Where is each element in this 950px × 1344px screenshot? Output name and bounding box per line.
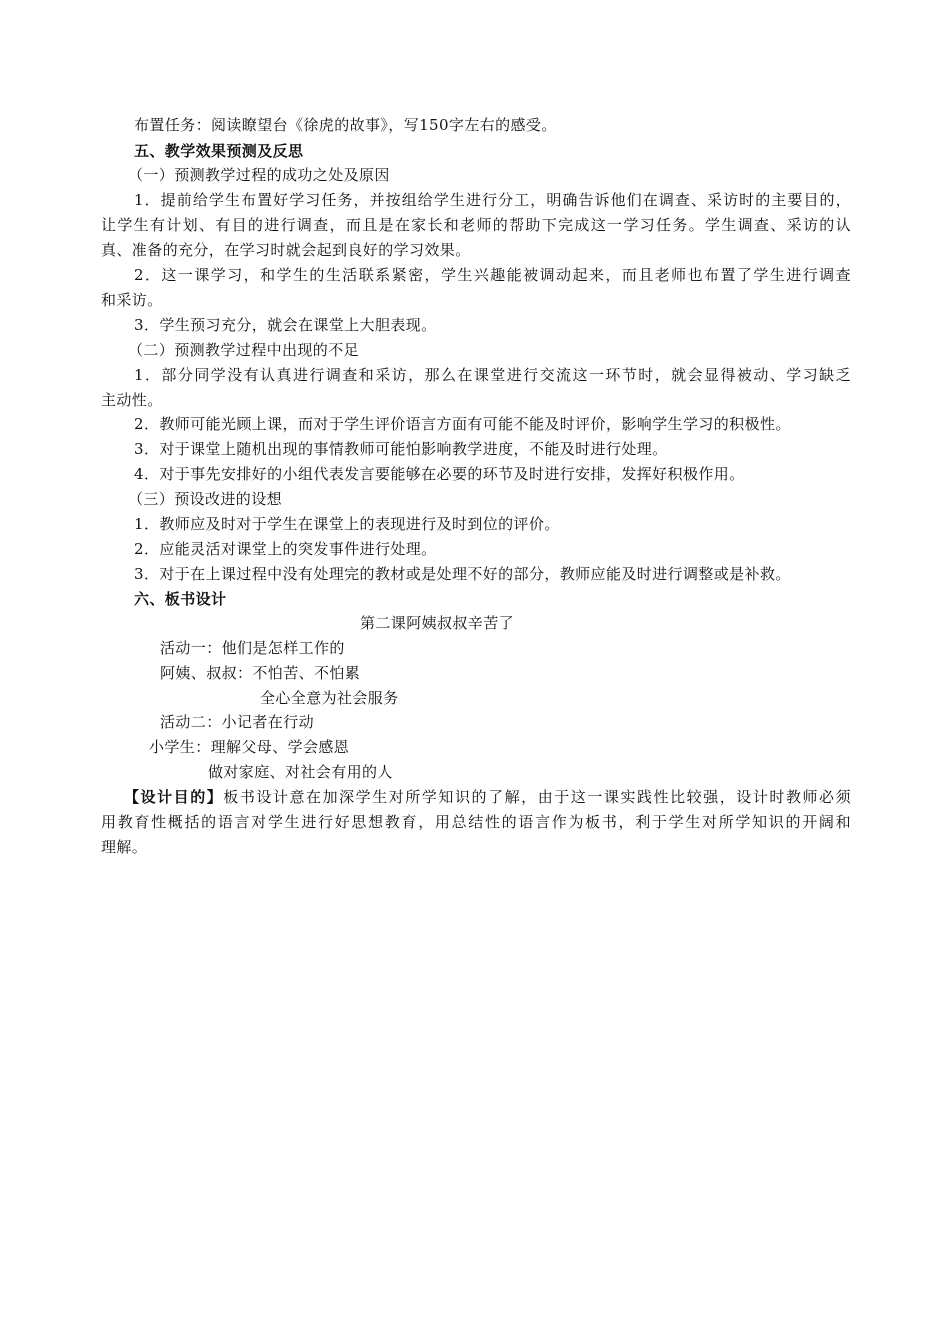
- paragraph-line: 真、准备的充分，在学习时就会起到良好的学习效果。: [101, 241, 471, 259]
- paragraph-line: 3．学生预习充分，就会在课堂上大胆表现。: [134, 316, 437, 334]
- subsection-3-heading: （三）预设改进的设想: [128, 490, 283, 508]
- board-line: 全心全意为社会服务: [260, 689, 399, 707]
- paragraph-line: 1．教师应及时对于学生在课堂上的表现进行及时到位的评价。: [134, 515, 560, 533]
- design-purpose-line: [124, 787, 851, 807]
- section-6-heading: 六、板书设计: [134, 590, 227, 608]
- paragraph-line: 3．对于在上课过程中没有处理完的教材或是处理不好的部分，教师应能及时进行调整或是补救。: [134, 565, 791, 583]
- board-line: 阿姨、叔叔：不怕苦、不怕累: [160, 664, 361, 682]
- paragraph-line: 2．教师可能光顾上课，而对于学生评价语言方面有可能不能及时评价，影响学生学习的积极性。: [134, 415, 791, 433]
- paragraph-line: 和采访。: [101, 291, 163, 309]
- subsection-1-heading: （一）预测教学过程的成功之处及原因: [128, 166, 390, 184]
- paragraph-line: 1．提前给学生布置好学习任务，并按组给学生进行分工，明确告诉他们在调查、采访时的主要目的，: [134, 191, 851, 209]
- board-line: 做对家庭、对社会有用的人: [208, 763, 393, 781]
- board-activity-2: 活动二：小记者在行动: [160, 713, 315, 731]
- design-purpose-label: 【设计目的】: [124, 788, 224, 806]
- section-5-heading: 五、教学效果预测及反思: [134, 142, 304, 160]
- paragraph-line: 3．对于课堂上随机出现的事情教师可能怕影响教学进度，不能及时进行处理。: [134, 440, 668, 458]
- paragraph-line: 1．部分同学没有认真进行调查和采访，那么在课堂进行交流这一环节时，就会显得被动、学习缺乏: [134, 366, 851, 384]
- design-purpose-text: 板书设计意在加深学生对所学知识的了解，由于这一课实践性比较强，设计时教师必须: [223, 788, 851, 806]
- board-activity-1: 活动一：他们是怎样工作的: [160, 639, 345, 657]
- board-line: 小学生：理解父母、学会感恩: [149, 738, 350, 756]
- subsection-2-heading: （二）预测教学过程中出现的不足: [128, 341, 360, 359]
- paragraph-line: 让学生有计划、有目的进行调查，而且是在家长和老师的帮助下完成这一学习任务。学生调查、采访的认: [101, 216, 851, 234]
- assignment-text: 布置任务：阅读瞭望台《徐虎的故事》，写150字左右的感受。: [134, 116, 557, 134]
- paragraph-line: 4．对于事先安排好的小组代表发言要能够在必要的环节及时进行安排，发挥好积极作用。: [134, 465, 745, 483]
- paragraph-line: 主动性。: [101, 391, 163, 409]
- paragraph-line: 2．这一课学习，和学生的生活联系紧密，学生兴趣能被调动起来，而且老师也布置了学生进行调查: [134, 266, 851, 284]
- paragraph-line: 2．应能灵活对课堂上的突发事件进行处理。: [134, 540, 437, 558]
- paragraph-line: 理解。: [101, 838, 148, 856]
- board-title: 第二课阿姨叔叔辛苦了: [360, 614, 515, 632]
- paragraph-line: 用教育性概括的语言对学生进行好思想教育，用总结性的语言作为板书，利于学生对所学知识的开阔和: [101, 813, 851, 831]
